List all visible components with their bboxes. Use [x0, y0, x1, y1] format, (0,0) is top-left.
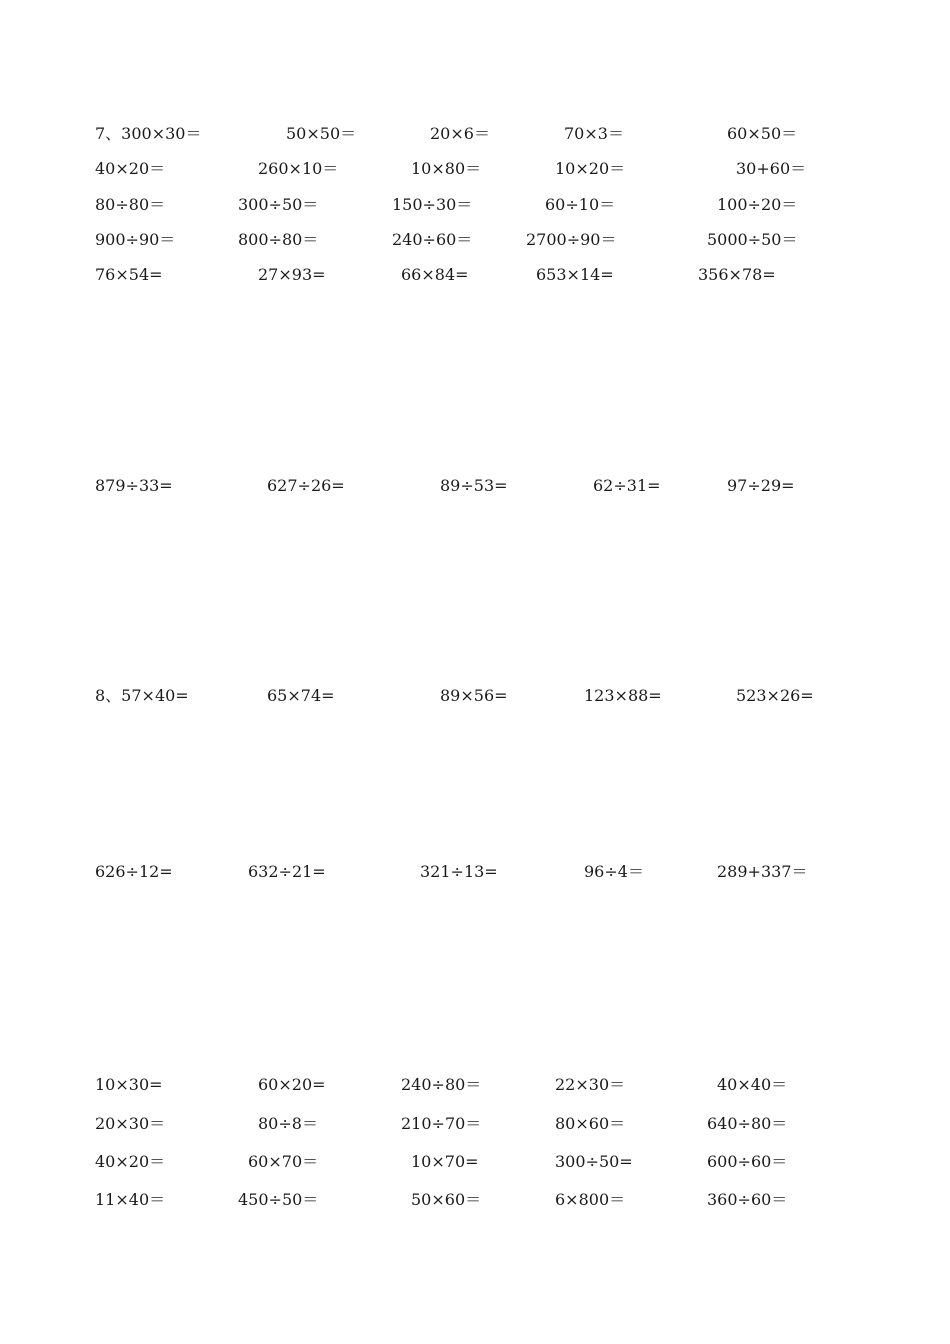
problem: 80×60＝ — [555, 1114, 626, 1133]
problem: 65×74= — [267, 686, 335, 705]
problem: 11×40＝ — [95, 1190, 166, 1209]
problem: 360÷60＝ — [707, 1190, 788, 1209]
problem: 150÷30＝ — [392, 195, 473, 214]
problem: 632÷21= — [248, 862, 326, 881]
problem: 626÷12= — [95, 862, 173, 881]
problem: 80÷80＝ — [95, 195, 166, 214]
problem: 627÷26= — [267, 476, 345, 495]
problem: 100÷20＝ — [717, 195, 798, 214]
problem-row-10 — [0, 1112, 950, 1136]
problem: 66×84= — [401, 265, 469, 284]
problem: 210÷70＝ — [401, 1114, 482, 1133]
problem-row-4 — [0, 228, 950, 252]
problem: 640÷80＝ — [707, 1114, 788, 1133]
problem: 8、57×40= — [95, 686, 189, 705]
problem: 123×88= — [584, 686, 662, 705]
problem: 653×14= — [536, 265, 614, 284]
problem: 260×10＝ — [258, 159, 339, 178]
problem-row-8 — [0, 860, 950, 884]
problem: 60×70＝ — [248, 1152, 319, 1171]
problem: 10×70= — [411, 1152, 479, 1171]
problem: 523×26= — [736, 686, 814, 705]
problem: 321÷13= — [420, 862, 498, 881]
problem-row-2 — [0, 157, 950, 181]
problem-row-3 — [0, 193, 950, 217]
problem: 27×93= — [258, 265, 326, 284]
problem: 2700÷90＝ — [526, 230, 617, 249]
problem: 450÷50＝ — [238, 1190, 319, 1209]
problem-row-9 — [0, 1073, 950, 1097]
problem-row-7 — [0, 684, 950, 708]
problem: 20×6＝ — [430, 124, 490, 143]
problem: 60×20= — [258, 1075, 326, 1094]
problem: 240÷80＝ — [401, 1075, 482, 1094]
problem: 5000÷50＝ — [707, 230, 798, 249]
problem: 40×20＝ — [95, 159, 166, 178]
problem: 70×3＝ — [564, 124, 624, 143]
problem: 10×30= — [95, 1075, 163, 1094]
problem: 10×80＝ — [411, 159, 482, 178]
problem: 62÷31= — [593, 476, 661, 495]
problem: 89÷53= — [440, 476, 508, 495]
problem: 50×50＝ — [286, 124, 357, 143]
problem: 900÷90＝ — [95, 230, 176, 249]
problem: 6×800＝ — [555, 1190, 626, 1209]
problem-row-6 — [0, 474, 950, 498]
problem: 50×60＝ — [411, 1190, 482, 1209]
problem: 600÷60＝ — [707, 1152, 788, 1171]
problem: 97÷29= — [727, 476, 795, 495]
problem: 96÷4＝ — [584, 862, 644, 881]
problem: 40×40＝ — [717, 1075, 788, 1094]
problem: 800÷80＝ — [238, 230, 319, 249]
problem: 289+337＝ — [717, 862, 808, 881]
problem-row-1 — [0, 122, 950, 146]
problem: 89×56= — [440, 686, 508, 705]
problem: 22×30＝ — [555, 1075, 626, 1094]
problem: 879÷33= — [95, 476, 173, 495]
problem-row-5 — [0, 263, 950, 287]
problem-row-12 — [0, 1188, 950, 1212]
problem: 240÷60＝ — [392, 230, 473, 249]
problem: 356×78= — [698, 265, 776, 284]
problem: 300÷50= — [555, 1152, 633, 1171]
problem: 20×30＝ — [95, 1114, 166, 1133]
problem: 300÷50＝ — [238, 195, 319, 214]
problem: 60×50＝ — [727, 124, 798, 143]
problem: 30+60＝ — [736, 159, 807, 178]
problem: 60÷10＝ — [545, 195, 616, 214]
problem: 80÷8＝ — [258, 1114, 318, 1133]
problem: 76×54= — [95, 265, 163, 284]
problem-row-11 — [0, 1150, 950, 1174]
problem: 40×20＝ — [95, 1152, 166, 1171]
problem: 7、300×30＝ — [95, 124, 202, 143]
problem: 10×20＝ — [555, 159, 626, 178]
